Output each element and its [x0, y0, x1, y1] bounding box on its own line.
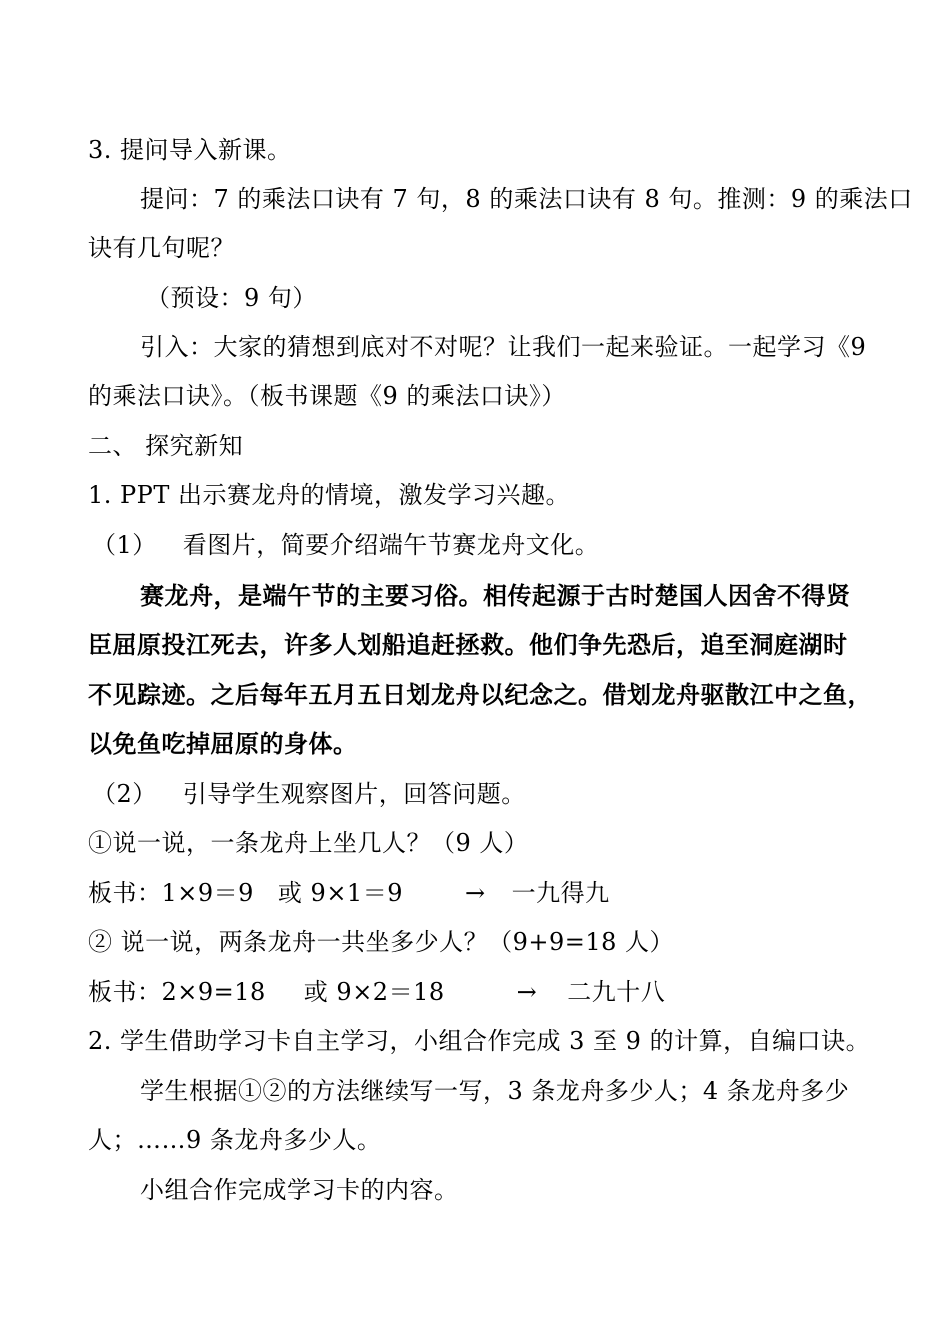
method-line-2: 人；……9 条龙舟多少人。	[88, 1126, 382, 1154]
dragon-boat-para-line-2: 臣屈原投江死去，许多人划船追赶拯救。他们争先恐后，追至洞庭湖时	[88, 630, 848, 659]
board-writing-1	[88, 877, 890, 909]
question-circle-1: ①说一说，一条龙舟上坐几人？（9 人）	[88, 829, 529, 857]
sub-item-2-number: （2）	[92, 780, 157, 808]
board-writing-1-alt: 或 9×1＝9	[277, 879, 403, 907]
preset-answer: （预设：9 句）	[146, 284, 317, 312]
sub-item-2	[92, 778, 890, 810]
dragon-boat-para-line-3: 不见踪迹。之后每年五月五日划龙舟以纪念之。借划龙舟驱散江中之鱼，	[88, 680, 872, 709]
step-1-heading: 1. PPT 出示赛龙舟的情境，激发学习兴趣。	[88, 481, 570, 509]
question-circle-2: ② 说一说，两条龙舟一共坐多少人？（9+9=18 人）	[88, 928, 675, 956]
arrow-icon: →	[516, 978, 538, 1006]
sub-item-1-text: 看图片，简要介绍端午节赛龙舟文化。	[182, 531, 600, 559]
sub-item-1-number: （1）	[92, 531, 157, 559]
board-writing-2-alt: 或 9×2＝18	[303, 978, 445, 1006]
board-writing-2	[88, 976, 890, 1008]
arrow-icon: →	[464, 879, 486, 907]
board-writing-2-equation: 板书：2×9=18	[88, 978, 266, 1006]
question-line-2: 诀有几句呢？	[88, 234, 235, 262]
method-line-1: 学生根据①②的方法继续写一写，3 条龙舟多少人；4 条龙舟多少	[140, 1077, 850, 1105]
group-work-line: 小组合作完成学习卡的内容。	[140, 1176, 459, 1204]
sub-item-1	[92, 529, 890, 561]
step-3-heading: 3. 提问导入新课。	[88, 136, 292, 164]
dragon-boat-para-line-1: 赛龙舟，是端午节的主要习俗。相传起源于古时楚国人因舍不得贤	[140, 581, 851, 610]
question-line-1: 提问：7 的乘法口诀有 7 句，8 的乘法口诀有 8 句。推测：9 的乘法口	[140, 185, 913, 213]
dragon-boat-para-line-4: 以免鱼吃掉屈原的身体。	[88, 729, 358, 758]
board-writing-1-rhyme: 一九得九	[511, 879, 610, 907]
sub-item-2-text: 引导学生观察图片，回答问题。	[182, 780, 526, 808]
section-2-heading: 二、 探究新知	[88, 432, 244, 460]
step-2-heading: 2. 学生借助学习卡自主学习，小组合作完成 3 至 9 的计算，自编口诀。	[88, 1027, 871, 1055]
intro-line-2: 的乘法口诀》。（板书课题《9 的乘法口诀》）	[88, 382, 566, 410]
board-writing-2-rhyme: 二九十八	[567, 978, 666, 1006]
intro-line-1: 引入：大家的猜想到底对不对呢？让我们一起来验证。一起学习《9	[140, 333, 867, 361]
board-writing-1-equation: 板书：1×9＝9	[88, 879, 254, 907]
